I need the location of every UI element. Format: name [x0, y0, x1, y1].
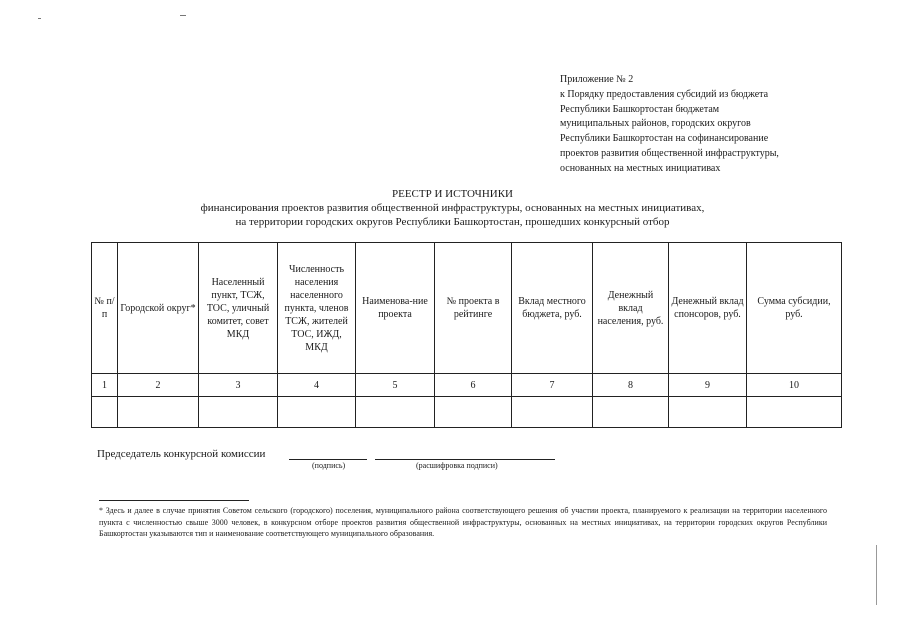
- table-row: [92, 397, 842, 428]
- scan-speck: [180, 15, 186, 16]
- column-header: Сумма субсидии, руб.: [747, 243, 842, 374]
- scan-edge-line: [876, 545, 877, 605]
- decoding-line: [375, 459, 555, 460]
- column-header: Городской округ*: [118, 243, 199, 374]
- table-cell: [593, 397, 669, 428]
- table-cell: [278, 397, 356, 428]
- appendix-line: проектов развития общественной инфраструктуры,: [560, 147, 779, 159]
- table-cell: [435, 397, 512, 428]
- footnote-divider: [99, 500, 249, 501]
- decoding-caption: (расшифровка подписи): [416, 461, 498, 470]
- document-title: [0, 187, 905, 229]
- column-header: № проекта в рейтинге: [435, 243, 512, 374]
- column-number: 1: [92, 374, 118, 397]
- column-header: Денежный вклад спонсоров, руб.: [669, 243, 747, 374]
- appendix-line: к Порядку предоставления субсидий из бюджета: [560, 88, 769, 100]
- column-header: № п/п: [92, 243, 118, 374]
- appendix-line: Республики Башкортостан на софинансирование: [560, 133, 769, 145]
- column-number: 10: [747, 374, 842, 397]
- table-number-row: [92, 374, 842, 397]
- signature-caption: (подпись): [312, 461, 346, 470]
- appendix-line: Приложение № 2: [560, 74, 634, 85]
- column-number: 7: [512, 374, 593, 397]
- title-line: финансирования проектов развития общественной инфраструктуры, основанных на местных инициативах,: [200, 202, 705, 214]
- column-header: Наименова-ние проекта: [356, 243, 435, 374]
- footnote-text: * Здесь и далее в случае принятия Советом сельского (городского) поселения, муниципального района соответствующего решения об участии проекта, планируемого к реализации на территории населенного пункта с численностью свыше 3000 человек, в конкурсном отборе проектов развития общественной инфраструктуры, основанных на местных инициативах, на территории городских округов Республики Башкортостан указываются тип и наименование соответствующего муниципального образования.: [99, 506, 827, 538]
- column-header: Денежный вклад населения, руб.: [593, 243, 669, 374]
- table-cell: [92, 397, 118, 428]
- column-number: 3: [199, 374, 278, 397]
- column-header: Вклад местного бюджета, руб.: [512, 243, 593, 374]
- appendix-block: [560, 73, 880, 177]
- table-header-row: [92, 243, 842, 374]
- column-header: Населенный пункт, ТСЖ, ТОС, уличный комитет, совет МКД: [199, 243, 278, 374]
- table-cell: [118, 397, 199, 428]
- table-cell: [356, 397, 435, 428]
- title-heading: РЕЕСТР И ИСТОЧНИКИ: [391, 188, 514, 200]
- column-header: Численность населения населенного пункта, членов ТСЖ, жителей ТОС, ИЖД, МКД: [278, 243, 356, 374]
- registry-table: [91, 242, 842, 428]
- table-cell: [512, 397, 593, 428]
- table-cell: [199, 397, 278, 428]
- column-number: 9: [669, 374, 747, 397]
- column-number: 6: [435, 374, 512, 397]
- appendix-line: основанных на местных инициативах: [560, 162, 721, 174]
- column-number: 8: [593, 374, 669, 397]
- column-number: 5: [356, 374, 435, 397]
- table-cell: [747, 397, 842, 428]
- title-line: на территории городских округов Республики Башкортостан, прошедших конкурсный отбор: [235, 216, 670, 228]
- table-cell: [669, 397, 747, 428]
- column-number: 2: [118, 374, 199, 397]
- signature-line: [289, 459, 367, 460]
- appendix-line: муниципальных районов, городских округов: [560, 118, 751, 130]
- scan-speck: [38, 18, 41, 19]
- column-number: 4: [278, 374, 356, 397]
- appendix-line: Республики Башкортостан бюджетам: [560, 103, 720, 115]
- chairman-label: Председатель конкурсной комиссии: [97, 448, 266, 460]
